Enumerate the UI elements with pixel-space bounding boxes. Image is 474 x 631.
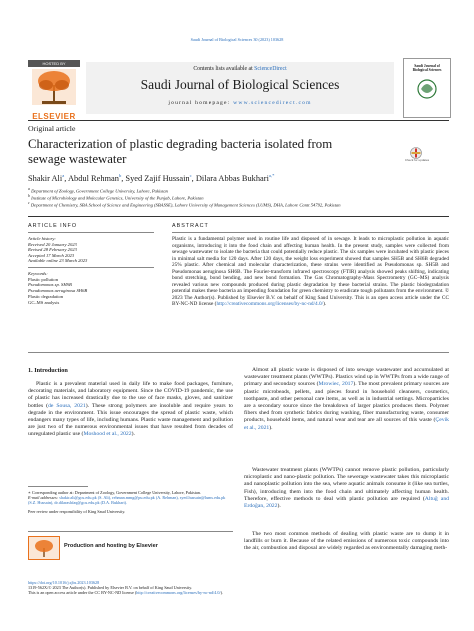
affiliation-item: $^a$ Department of Zoology, Government College University, Lahore, Pakistan <box>28 187 168 194</box>
keyword-list <box>28 271 154 305</box>
homepage-line: journal homepage: www.sciencedirect.com <box>168 100 312 106</box>
article-history <box>28 236 154 264</box>
masthead-rule <box>28 120 449 121</box>
author-list: Shakir Ali$^a$, Abdul Rehman$^b$, Syed Zajif Hussain$^c$, Dilara Abbas Bukhari$^{a,*}$ <box>28 173 275 183</box>
hosted-by-label: HOSTED BY <box>28 60 80 67</box>
abstract-text: Plastic is a fundamental polymer used in routine life and disposed of in sewage. It leads to microplastic pollution in aquatic organisms, introducing it into the food chain and affecting human health. In the present study, samples were collected from sewage wastewater to isolate the bacteria that could potentially reduce plastic. The six samples were incubated with plastic pieces in minimal salt media for 120 days. After 120 days, the weight loss experiment showed that samples SH5B and SH6B degraded 25% plastic. After chemical and molecular characterization, these strains were identified as Pseudomonas sp. SH5B and Pseudomonas aeruginosa SH6B. The Fourier-transform infrared spectroscopy (FTIR) analysis showed peaks shifting, indicating bond stretching, bond bending, and new bond formation. The Gas Chromatography-Mass Spectrometry (GC–MS) analysis revealed various new compounds produced during plastic degradation by these bacterial strains. The plastic biodegradation potential makes these bacteria an impending foundation for green chemistry to eradicate tough pollutants from the environment. <box>172 236 449 295</box>
check-for-updates-badge[interactable]: Check for updates <box>401 147 433 163</box>
author-name[interactable]: Dilara Abbas Bukhari <box>195 173 269 183</box>
article-type: Original article <box>28 124 76 133</box>
affiliation-item: $^c$ Department of Chemistry, SBA School of Science and Engineering (SBASSE), Lahore University of Management Sciences (LUMS), DHA, Lahore Cantt 54792, Pakistan <box>28 201 341 208</box>
affiliation-list <box>28 187 448 208</box>
bottom-matter <box>28 580 449 596</box>
sciencedirect-link[interactable]: ScienceDirect <box>254 66 287 72</box>
footnotes <box>28 490 233 514</box>
intro-paragraph-right-3: The two most common methods of dealing with plastic waste are to dump it in landfills or burn it. Because of the related emissions of numerous toxic compounds into the air, combustion and disposal are widely regarded as environmentally damaging meth- <box>244 531 449 552</box>
elsevier-logo <box>28 60 80 121</box>
open-access-license-link[interactable]: http://creativecommons.org/licenses/by-nc-nd/4.0/ <box>136 590 221 596</box>
author-name[interactable]: Shakir Ali <box>28 173 63 183</box>
journal-cover-thumbnail[interactable] <box>403 58 451 118</box>
history-item: Available online 23 March 2023 <box>28 258 88 264</box>
email-addresses: E-mail addresses: shakir.ali@gcu.edu.pk (S. Ali), rehman.mmg@pu.edu.pk (A. Rehman), syed.hussain@lums.edu.pk (S.Z. Hussain), dr.dilarashfaq@gcu.edu.pk (D.A. Bukhari). <box>28 495 226 506</box>
journal-name: Saudi Journal of Biological Sciences <box>140 77 340 92</box>
section-heading-introduction: 1. Introduction <box>28 367 68 374</box>
keywords-label: Keywords: <box>28 271 48 276</box>
affiliation-rule <box>28 216 449 217</box>
keyword-item: Plastic pollution <box>28 276 58 282</box>
abstract-body: Plastic is a fundamental polymer used in routine life and disposed of in sewage. It leads to microplastic pollution in aquatic organisms, introducing it into the food chain and affecting human health. In the present study, samples were collected from sewage wastewater to isolate the bacteria that could potentially reduce plastic. The six samples were incubated with plastic pieces in minimal salt media for 120 days. After 120 days, the weight loss experiment showed that samples SH5B and SH6B degraded 25% plastic. After chemical and molecular characterization, these strains were identified as Pseudomonas sp. SH5B and Pseudomonas aeruginosa SH6B. The Fourier-transform infrared spectroscopy (FTIR) analysis showed peaks shifting, indicating bond stretching, bond bending, and new bond formation. The Gas Chromatography-Mass Spectrometry (GC–MS) analysis revealed various new compounds produced during plastic degradation by these bacterial strains. The plastic biodegradation potential makes these bacteria an impending foundation for green chemistry to eradicate tough pollutants from the environment. © 2023 The Author(s). Published by Elsevier B.V. on behalf of King Saud University. This is an open access article under the CC BY-NC-ND license (http://creativecommons.org/licenses/by-nc-nd/4.0/). <box>172 236 449 308</box>
cover-emblem-icon <box>404 73 450 103</box>
author-name[interactable]: Syed Zajif Hussain <box>125 173 190 183</box>
history-item: Revised 28 February 2023 <box>28 247 77 253</box>
intro-paragraph-left: Plastic is a prevalent material used in daily life to make food packages, furniture, decorating materials, and laboratory equipment. Since the COVID-19 pandemic, the use of plastic has increased drastically due to the use of face masks, gloves, and sanitizer bottles (de Sousa, 2021). These strong polymers are insoluble and require years to degrade in the environment. This issue encourages the spread of plastic waste, which endangers many types of life, including humans. Plastic waste management and pollution are just two of the numerous environmental issues that have resulted from decades of unregulated plastic use (Moshood et al., 2022). <box>28 381 233 438</box>
contents-line: Contents lists available at ScienceDirect <box>193 66 287 72</box>
journal-reference[interactable]: Saudi Journal of Biological Sciences 30 (2023) 103628 <box>190 37 284 42</box>
citation-link[interactable]: Mrowiec, 2017 <box>318 381 354 388</box>
abstract-heading: ABSTRACT <box>172 223 209 229</box>
citation-link[interactable]: Altuğ and Erdoğan, 2022 <box>244 495 450 510</box>
intro-paragraph-right-2: Wastewater treatment plants (WWTPs) cannot remove plastic pollution, particularly microplastic and nano-plastic pollution. The sewerage wastewater takes this microplastic and nanoplastic pollution into the sea, where aquatic animals consume it (like sea turtles, Fish), introducing them into the food chain and ultimately affecting human health. Therefore, effective methods to deal with plastic pollution are required (Altuğ and Erdoğan, 2022). <box>244 467 450 510</box>
issn-line: 1319-562X/© 2023 The Author(s). Published by Elsevier B.V. on behalf of King Saud University. <box>28 585 193 591</box>
citation-link[interactable]: Moshood et al., 2022 <box>83 431 132 438</box>
article-title: Characterization of plastic degrading bacteria isolated from sewage wastewater <box>28 137 333 166</box>
elsevier-tree-icon <box>28 67 80 107</box>
elsevier-small-logo <box>28 536 60 560</box>
keyword-item: Plastic degradation <box>28 293 64 299</box>
keyword-item: Pseudomonas sp. SHSB <box>28 282 72 288</box>
abstract-copyright: © 2023 The Author(s). Published by Elsevier B.V. on behalf of King Saud University. This is an open access article under the CC BY-NC-ND license ( <box>172 288 449 308</box>
peer-review-note: Peer review under responsibility of King Saud University. <box>28 508 126 514</box>
production-hosting-label: Production and hosting by Elsevier <box>64 543 158 549</box>
elsevier-tree-small-icon <box>29 537 59 559</box>
journal-masthead <box>86 62 394 114</box>
keyword-item: Pseudomonas aeruginosa SH6B <box>28 288 88 294</box>
license-link[interactable]: http://creativecommons.org/licenses/by-nc-nd/4.0/ <box>216 301 324 308</box>
homepage-link[interactable]: www.sciencedirect.com <box>233 100 312 106</box>
affiliation-item: $^b$ Institute of Microbiology and Molecular Genetics, University of the Punjab, Lahore, Pakistan <box>28 194 204 201</box>
elsevier-wordmark: ELSEVIER <box>32 112 76 121</box>
author-name[interactable]: Abdul Rehman <box>67 173 119 183</box>
history-item: Accepted 17 March 2023 <box>28 252 75 258</box>
citation-link[interactable]: de Sousa, 2021 <box>48 402 86 409</box>
history-item: Received 20 January 2023 <box>28 241 77 247</box>
doi-link[interactable]: https://doi.org/10.1016/j.sjbs.2023.103628 <box>28 580 100 585</box>
open-access-line: This is an open access article under the CC BY-NC-ND license (http://creativecommons.org/licenses/by-nc-nd/4.0/). <box>28 590 224 596</box>
history-label: Article history: <box>28 236 56 241</box>
citation-link[interactable]: Çevik et al., 2021 <box>244 417 449 431</box>
intro-paragraph-right-1: Almost all plastic waste is disposed of into sewage wastewater and accumulated at wastewater treatment plants (WWTPs). Plastics wind up in WWTPs from a wide range of primary and secondary sources (Mrowiec, 2017). The most prevalent primary sources are plastic microbeads, pellets, and pieces found in household cleansers, cosmetics, toothpaste, and other personal care items, as well as in industrial settings. Microparticles are a secondary source since the breakdown of larger plastics produces them. Polymer fibers shed from synthetic fabrics during washing, fiber manufacturing waste, consumer products, household items, and natural wear and tear are all sources of this waste (Çevik et al., 2021). <box>244 367 449 431</box>
article-info-heading: ARTICLE INFO <box>28 223 78 229</box>
corresponding-author-note: ∗ Corresponding author at: Department of Zoology, Government College University, Lahore, Pakistan. <box>28 490 201 495</box>
cover-title: Saudi Journal of Biological Sciences <box>412 64 442 73</box>
keyword-item: GC–MS analysis <box>28 299 60 305</box>
